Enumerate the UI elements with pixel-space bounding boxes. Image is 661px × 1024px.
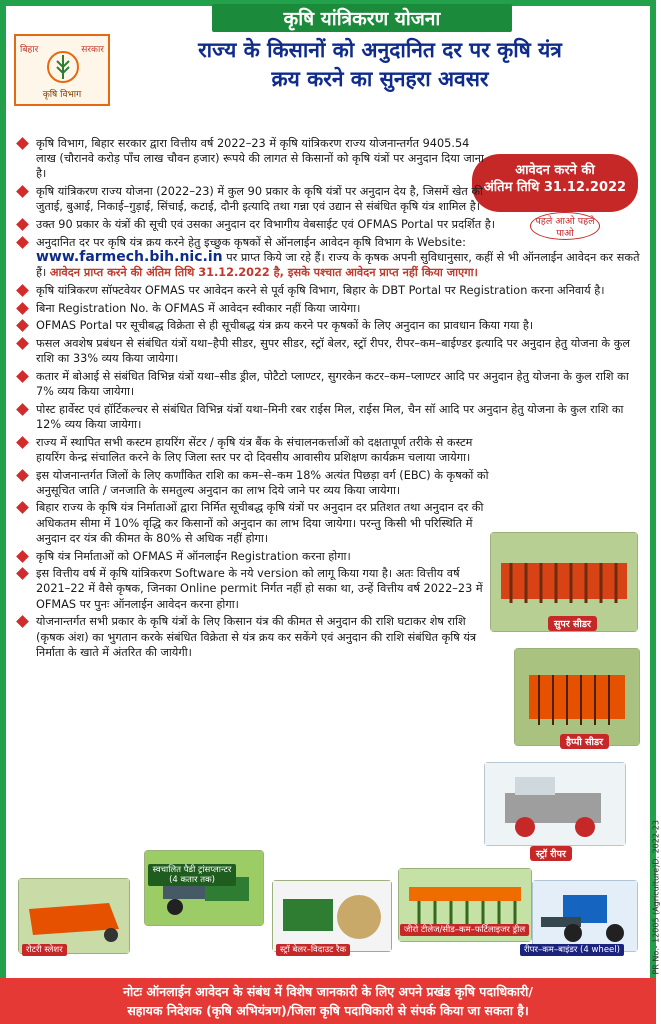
first-come-badge: पहले आओ पहले पाओ [530,212,600,240]
straw-reaper-image [484,762,626,846]
rotary-slasher-label: रोटरी स्लेशर [22,944,67,956]
bullet-icon [16,319,29,332]
happy-seeder-image [514,648,640,746]
super-seeder-label: सुपर सीडर [548,616,597,631]
bullet-icon [16,403,29,416]
bullet-icon [16,502,29,515]
bullet-icon [16,550,29,563]
straw-baler-icon [273,881,391,951]
list-item: कृषि यांत्रिकरण सॉफ्टवेयर OFMAS पर आवेदन करने से पूर्व कृषि विभाग, बिहार के DBT Portal पर Registration करना अनिवार्य है। [14,283,642,298]
bullet-icon [16,337,29,350]
straw-reaper-icon [485,763,625,845]
pr-number: PR No.- 12005 (Agriculture)D. 2022-23 [652,820,661,975]
headline-line-1: राज्य के किसानों को अनुदानित दर पर कृषि यंत्र [198,38,562,62]
list-item: राज्य में स्थापित सभी कस्टम हायरिंग सेंटर / कृषि यंत्र बैंक के संचालनकर्त्ताओं को दक्षतापूर्ण तरीके से कस्टम हायरिंग केन्द्र संचालित करने के लिए जिला स्तर पर दो दिवसीय आवासीय प्रशिक्षण कार्यक्रम चलाया जायेगा। [14,435,491,465]
deadline-line-1: आवेदन करने की [515,163,595,178]
bullet-icon [16,567,29,580]
list-item: कृषि विभाग, बिहार सरकार द्वारा वित्तीय वर्ष 2022–23 में कृषि यांत्रिकरण राज्य योजनान्तर्गत 9405.54 लाख (चौरानवे करोड़ पाँच लाख चौवन हजार) रूपये की लागत से किसानों को कृषि यंत्रों पर अनुदान दिया जाना है। [14,136,491,182]
list-item: बिहार राज्य के कृषि यंत्र निर्माताओं द्वारा निर्मित सूचीबद्ध कृषि यंत्रों पर अनुदान दर प्रतिशत तथा अनुदान दर की अधिकतम सीमा में 10% वृद्धि कर किसानों को अनुदान का लाभ दिया जायेगा। परन्तु किसी भी परिस्थिति में अनुदान दर यंत्र की कीमत के 80% से अधिक नहीं होगा। [14,500,491,546]
list-item: कृषि यंत्र निर्माताओं को OFMAS में ऑनलाईन Registration करना होगा। [14,549,491,564]
headline-line-2: क्रय करने का सुनहरा अवसर [271,67,489,91]
happy-seeder-label: हैप्पी सीडर [560,734,609,749]
reaper-binder-image [532,880,638,952]
bullet-icon [16,236,29,249]
straw-baler-image [272,880,392,952]
bullet-icon [16,302,29,315]
bullet-icon [16,185,29,198]
headline [120,36,640,94]
bullet-icon [16,469,29,482]
list-item: उक्त 90 प्रकार के यंत्रों की सूची एवं उसका अनुदान दर विभागीय वेबसाईट एवं OFMAS Portal पर प्रदर्शित है। [14,217,642,232]
straw-baler-label: स्ट्रॉ बेलर–विदाउट रैक [276,944,350,956]
list-item: अनुदानित दर पर कृषि यंत्र क्रय करने हेतु इच्छुक कृषकों से ऑनलाईन आवेदन कृषि विभाग के Website: www.farmech.bih.nic.in पर प्राप्त किये जा रहे हैं। राज्य के कृषक अपनी सुविधानुसार, कहीं से भी ऑनलाईन आवेदन कर सकते हैं। आवेदन प्राप्त करने की अंतिम तिथि 31.12.2022 है, इसके पश्चात आवेदन प्राप्त नहीं किया जाएगा। [14,235,642,281]
rotary-slasher-image [18,878,130,954]
website-link[interactable]: www.farmech.bih.nic.in [36,248,223,265]
footer-note [0,978,656,1024]
paddy-transplanter-icon [145,851,263,925]
list-item: फसल अवशेष प्रबंधन से संबंधित यंत्रों यथा–हैपी सीडर, सुपर सीडर, स्ट्रॉ बेलर, स्ट्रॉ रीपर, रीपर–कम–बाईण्डर इत्यादि पर अनुदान हेतु योजना के कुल राशि का 33% व्यय किया जायेगा। [14,336,642,366]
list-item: OFMAS Portal पर सूचीबद्ध विक्रेता से ही सूचीबद्ध यंत्र क्रय करने पर कृषकों के लिए अनुदान का प्रावधान किया गया है। [14,318,642,333]
reaper-binder-icon [533,881,637,951]
deadline-line-2: अंतिम तिथि 31.12.2022 [483,180,627,195]
list-item: बिना Registration No. के OFMAS में आवेदन स्वीकार नहीं किया जायेगा। [14,301,642,316]
wheat-emblem-icon [46,50,80,84]
paddy-transplanter-label: स्वचालित पैडी ट्रांसप्लान्टर (4 कतार तक) [148,864,236,886]
list-item: कतार में बोआई से संबंधित विभिन्न यंत्रों यथा–सीड ड्रील, पोटैटो प्लाण्टर, सुगरकेन कटर–कम–प्लाण्टर आदि पर अनुदान हेतु योजना के कुल राशि का 7% व्यय किया जायेगा। [14,369,642,399]
reaper-binder-label: रीपर–कम–बाइंडर (4 wheel) [520,944,624,956]
bullet-icon [16,218,29,231]
department-logo [14,34,110,106]
list-item: पोस्ट हार्वेस्ट एवं हॉर्टिकल्चर से संबंधित विभिन्न यंत्रों यथा–मिनी रबर राईस मिल, राईस मिल, चैन सॉ आदि पर अनुदान हेतु योजना के कुल राशि का 12% व्यय किया जायेगा। [14,402,642,432]
bullet-icon [16,436,29,449]
bullet-icon [16,370,29,383]
bullet-icon [16,137,29,150]
footer-line-1: नोटः ऑनलाईन आवेदन के संबंध में विशेष जानकारी के लिए अपने प्रखंड कृषि पदाधिकारी/ [123,984,533,999]
bullet-icon [16,616,29,629]
bullet-icon [16,284,29,297]
logo-bottom-text: कृषि विभाग [42,90,82,100]
logo-right-text: सरकार [81,45,104,55]
straw-reaper-label: स्ट्रॉ रीपर [530,846,572,861]
happy-seeder-icon [515,649,639,745]
footer-line-2: सहायक निदेशक (कृषि अभियंत्रण)/जिला कृषि पदाधिकारी से संपर्क किया जा सकता है। [127,1003,529,1018]
list-item: कृषि यांत्रिकरण राज्य योजना (2022–23) में कुल 90 प्रकार के कृषि यंत्रों पर अनुदान देय है, जिसमें खेत की जुताई, बुआई, निकाई–गुड़ाई, सिंचाई, कटाई, दौनी इत्यादि तथा गन्ना एवं उद्यान से संबंधित कृषि यंत्र शामिल है। [14,184,491,214]
logo-left-text: बिहार [20,45,39,55]
zero-till-drill-label: जीरो टीलेज/सीड–कम–फर्टिलाइजर ड्रील [400,924,529,936]
scheme-title: कृषि यांत्रिकरण योजना [212,4,512,32]
list-item: इस योजनान्तर्गत जिलों के लिए कर्णांकित राशि का कम–से–कम 18% अत्यंत पिछड़ा वर्ग (EBC) के कृषकों को अनुसूचित जाति / जनजाति के समतुल्य अनुदान का लाभ दिये जाने पर व्यय किया जायेगा। [14,468,491,498]
list-item: योजनान्तर्गत सभी प्रकार के कृषि यंत्रों के लिए किसान यंत्र की कीमत से अनुदान की राशि घटाकर शेष राशि (कृषक अंश) का भुगतान करके संबंधित विक्रेता से यंत्र क्रय कर सकेंगे एवं अनुदान की राशि संबंधित कृषि यंत्र निर्माता के खाते में अंतरित की जायेगी। [14,614,491,660]
rotary-slasher-icon [19,879,129,953]
paddy-transplanter-image [144,850,264,926]
list-item: इस वित्तीय वर्ष में कृषि यांत्रिकरण Software के नये version को लागू किया गया है। अतः वित्तीय वर्ष 2021–22 में वैसे कृषक, जिनका Online permit निर्गत नहीं हो सका था, उन्हें वित्तीय वर्ष 2022–23 में OFMAS पर पुनः ऑनलाईन आवेदन करना होगा। [14,566,491,612]
